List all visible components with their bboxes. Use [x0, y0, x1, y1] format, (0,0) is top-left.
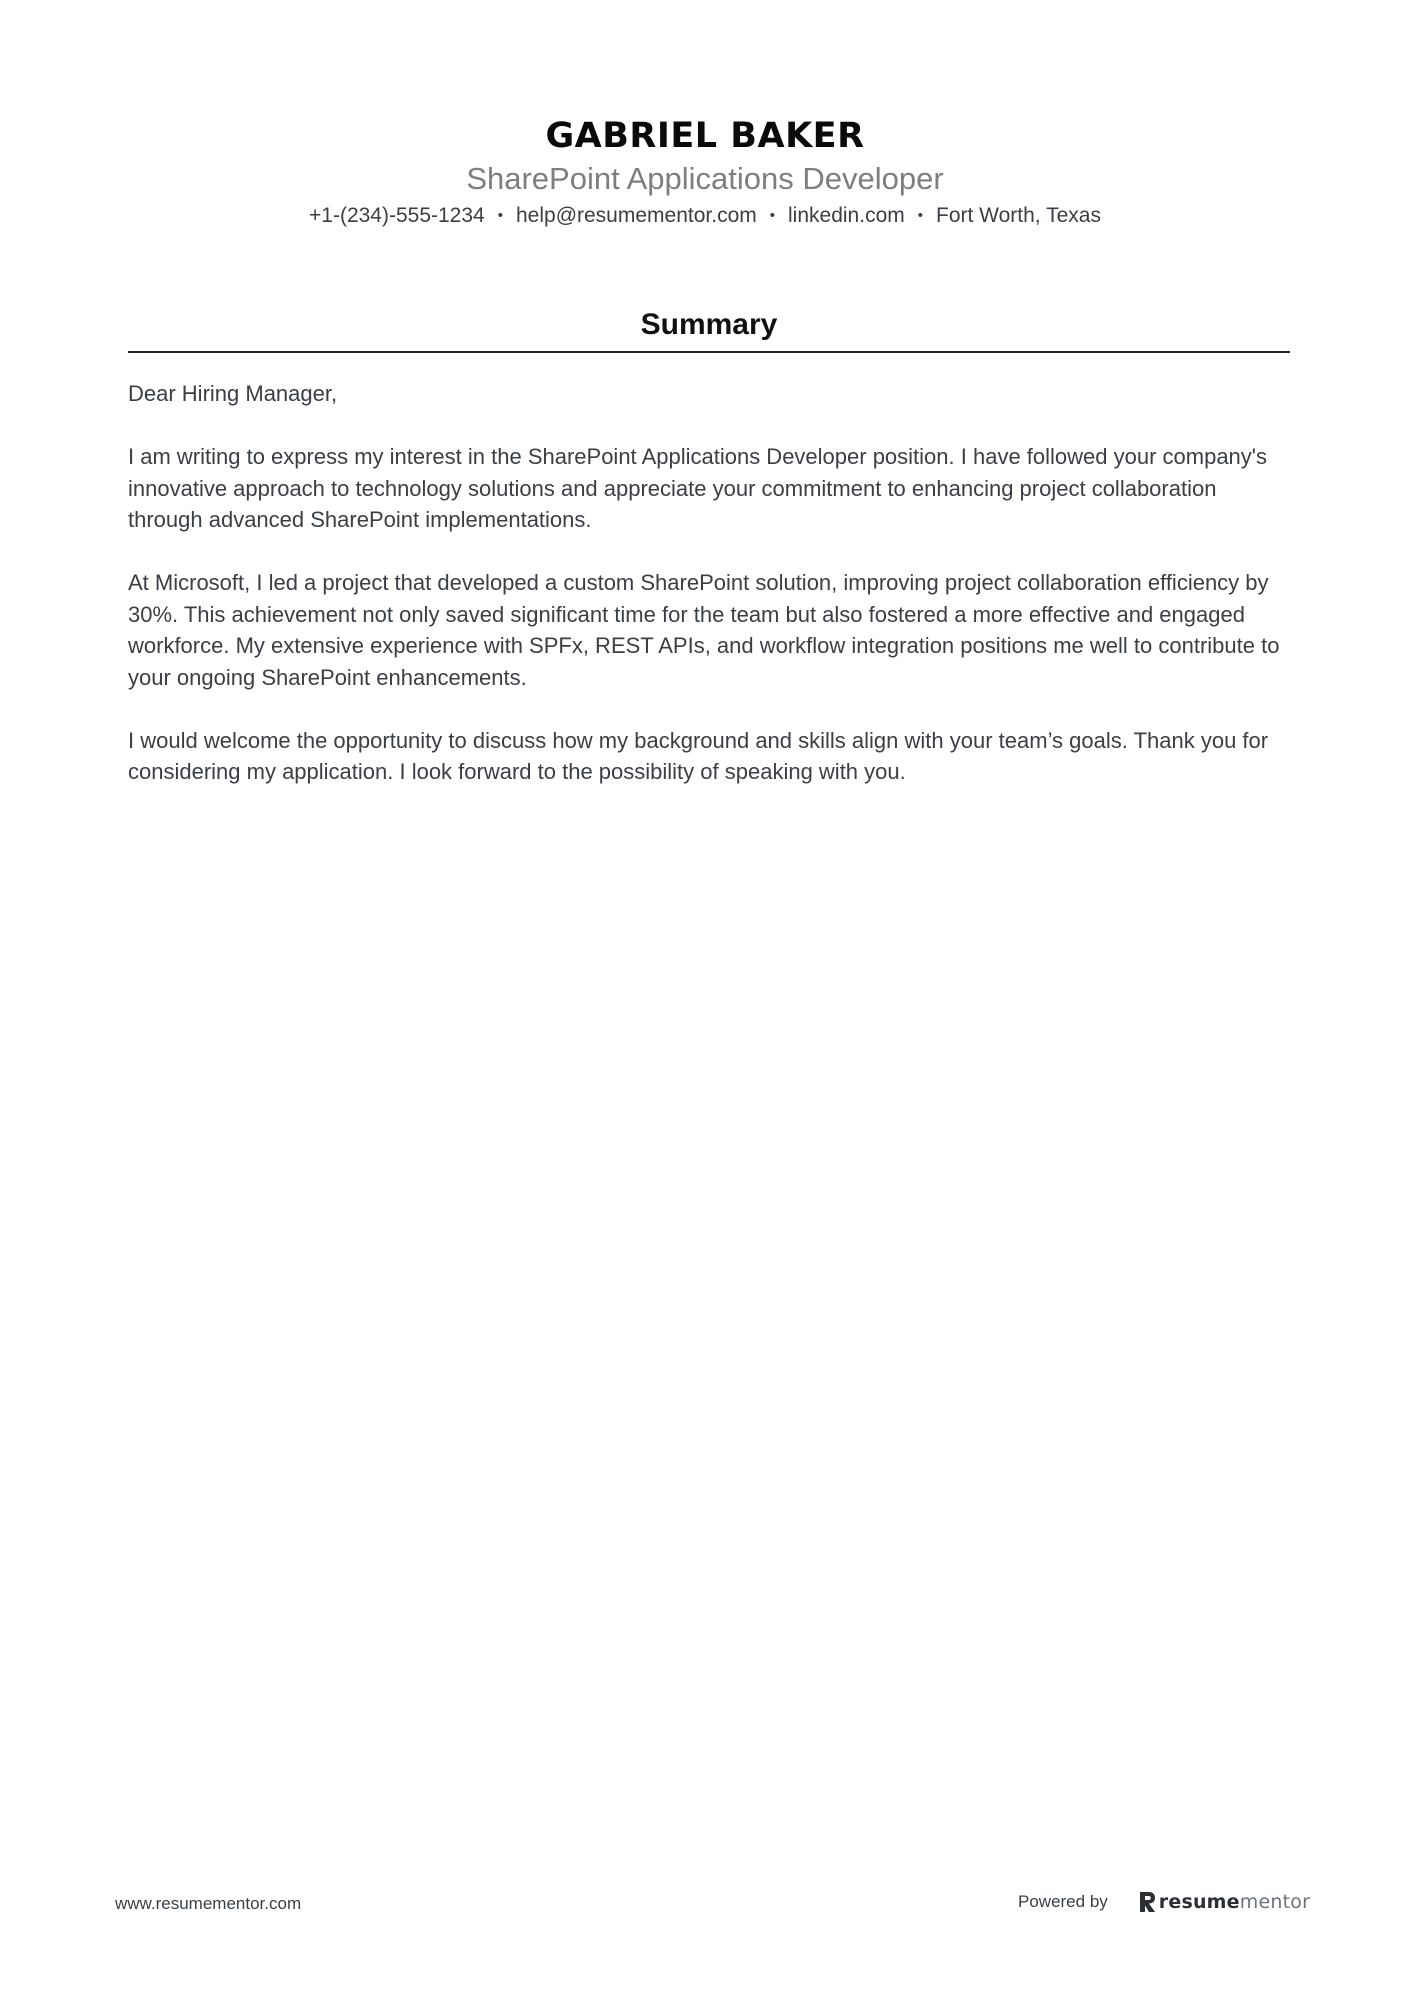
contact-phone: +1-(234)-555-1234 — [309, 204, 485, 227]
letter-greeting: Dear Hiring Manager, — [128, 381, 338, 406]
footer-website: www.resumementor.com — [115, 1894, 302, 1913]
contact-linkedin: linkedin.com — [788, 204, 905, 227]
contact-separator: • — [769, 207, 776, 224]
resumementor-logo-text: resumementor — [1158, 1891, 1311, 1913]
contact-line — [0, 202, 1410, 230]
letter-body — [128, 378, 1290, 819]
job-title: SharePoint Applications Developer — [466, 161, 944, 196]
letter-header — [0, 112, 1410, 230]
section-divider — [128, 351, 1290, 353]
applicant-name: GABRIEL BAKER — [545, 116, 865, 156]
section-title-summary: Summary — [640, 308, 778, 341]
resumementor-logo-icon — [1138, 1891, 1156, 1913]
powered-by-label: Powered by — [1018, 1892, 1108, 1911]
footer-branding — [1018, 1888, 1310, 1916]
contact-separator: • — [497, 207, 503, 224]
letter-paragraph: At Microsoft, I led a project that developed a custom SharePoint solution, improving project collaboration efficiency by 30%. This achievement not only saved significant time for the team but also fostered a more effective and engaged workforce. My extensive experience with SPFx, REST APIs, and workflow integration positions me well to contribute to your ongoing SharePoint enhancements. — [128, 570, 1280, 690]
contact-email: help@resumementor.com — [515, 204, 757, 227]
letter-paragraph: I am writing to express my interest in the SharePoint Applications Developer position. I have followed your company's innovative approach to technology solutions and appreciate your commitment to enhancing project collaboration through advanced SharePoint implementations. — [128, 444, 1267, 532]
contact-location: Fort Worth, Texas — [936, 204, 1101, 227]
contact-separator: • — [917, 207, 924, 224]
letter-paragraph: I would welcome the opportunity to discuss how my background and skills align with your team’s goals. Thank you for considering my application. I look forward to the possibility of speaking with you. — [128, 727, 1269, 784]
